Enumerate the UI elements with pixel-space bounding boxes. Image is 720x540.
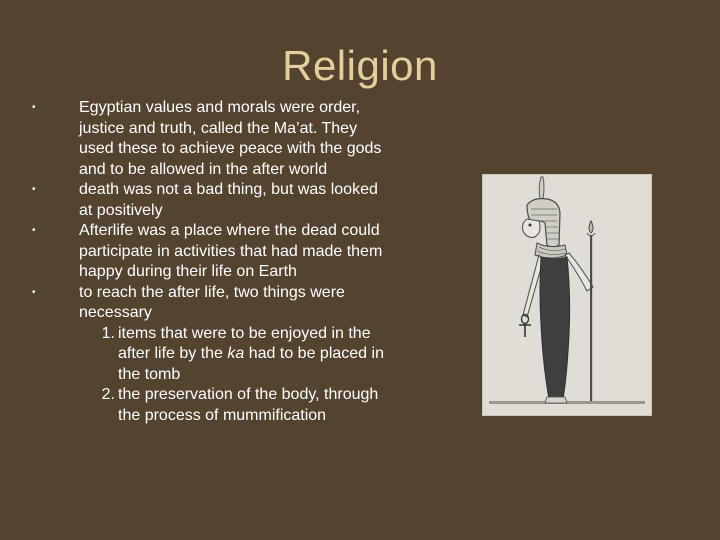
scepter-staff	[590, 235, 592, 401]
subitem-text: the preservation of the body, through the process of mummification	[118, 386, 379, 424]
bullet-text: to reach the after life, two things were necessary	[79, 283, 345, 321]
bullet-list	[32, 98, 392, 426]
bullet-text: Afterlife was a place where the dead could participate in activities that had made them happy during their life on Earth	[79, 222, 383, 280]
numbered-subitem-1	[79, 324, 392, 386]
egyptian-goddess-figure-icon	[483, 175, 651, 415]
bullet-text: death was not a bad thing, but was looked at positively	[79, 181, 378, 219]
bullet-marker: •	[32, 225, 36, 236]
bullet-marker: •	[32, 184, 36, 195]
bullet-marker: •	[32, 286, 36, 298]
numbered-subitem-2	[79, 385, 392, 426]
subitem-text-after: had to be placed in the tomb	[118, 345, 384, 383]
bullet-marker: •	[32, 102, 36, 113]
face	[523, 219, 541, 237]
bullet-item-3	[32, 221, 392, 283]
bullet-item-4	[32, 283, 392, 427]
subitem-text-before: items that were to be enjoyed in the after life by the	[118, 324, 371, 362]
slide-title	[0, 42, 720, 90]
subitem-number: 1.	[101, 324, 115, 342]
feather-icon	[539, 177, 544, 199]
feet	[545, 397, 567, 403]
slide-title-text: Religion	[282, 42, 438, 89]
bullet-item-1	[32, 98, 392, 180]
subitem-emphasis-ka: ka	[227, 345, 245, 362]
subitem-number: 2.	[101, 386, 115, 403]
bullet-text: Egyptian values and morals were order, justice and truth, called the Ma’at. They used these to achieve peace with the gods and to be allowed in the after world	[79, 99, 382, 178]
bullet-item-2	[32, 180, 392, 221]
egyptian-goddess-image	[482, 174, 652, 416]
eye	[529, 224, 532, 227]
